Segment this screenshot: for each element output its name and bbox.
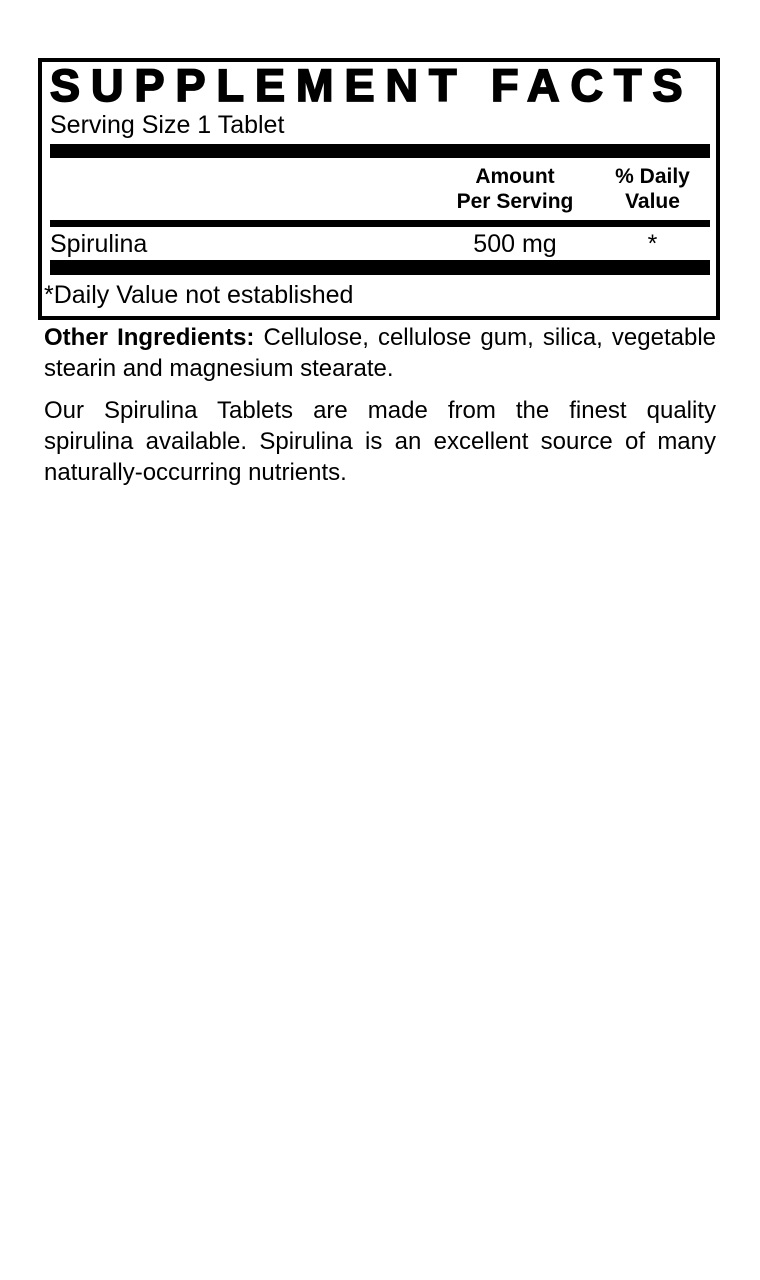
column-header-spacer (50, 164, 435, 214)
other-ingredients-line1-text: Cellulose, cellulose gum, silica, vegetable (263, 324, 716, 351)
divider-thick-top (50, 144, 710, 158)
ingredient-row (50, 227, 710, 260)
column-header-row (50, 164, 710, 214)
column-header-amount (435, 164, 595, 214)
serving-size-text: Serving Size 1 Tablet (50, 111, 285, 139)
panel-title: SUPPLEMENT FACTS (50, 60, 694, 111)
description-paragraph (44, 395, 716, 488)
description-line2: spirulina available. Spirulina is an excellent source of many (44, 428, 716, 455)
description-line3: naturally-occurring nutrients. (44, 459, 347, 486)
label-copy (44, 322, 716, 488)
column-header-amount-line2: Per Serving (456, 190, 574, 213)
column-header-daily-value-line2: Value (625, 190, 680, 213)
other-ingredients-label: Other Ingredients: (44, 324, 255, 351)
description-line1: Our Spirulina Tablets are made from the finest quality (44, 397, 716, 424)
other-ingredients-line1 (44, 322, 716, 353)
column-header-amount-line1: Amount (475, 165, 555, 188)
ingredient-amount: 500 mg (473, 230, 557, 258)
supplement-facts-panel (38, 58, 720, 320)
ingredient-daily-value: * (647, 230, 658, 258)
other-ingredients-paragraph (44, 322, 716, 384)
other-ingredients-line2: stearin and magnesium stearate. (44, 355, 394, 382)
divider-thin-header (50, 220, 710, 227)
column-header-daily-value (595, 164, 710, 214)
ingredient-name: Spirulina (50, 230, 148, 258)
divider-thick-bottom (50, 260, 710, 275)
daily-value-footnote: *Daily Value not established (44, 281, 354, 309)
column-header-daily-value-line1: % Daily (615, 165, 690, 188)
